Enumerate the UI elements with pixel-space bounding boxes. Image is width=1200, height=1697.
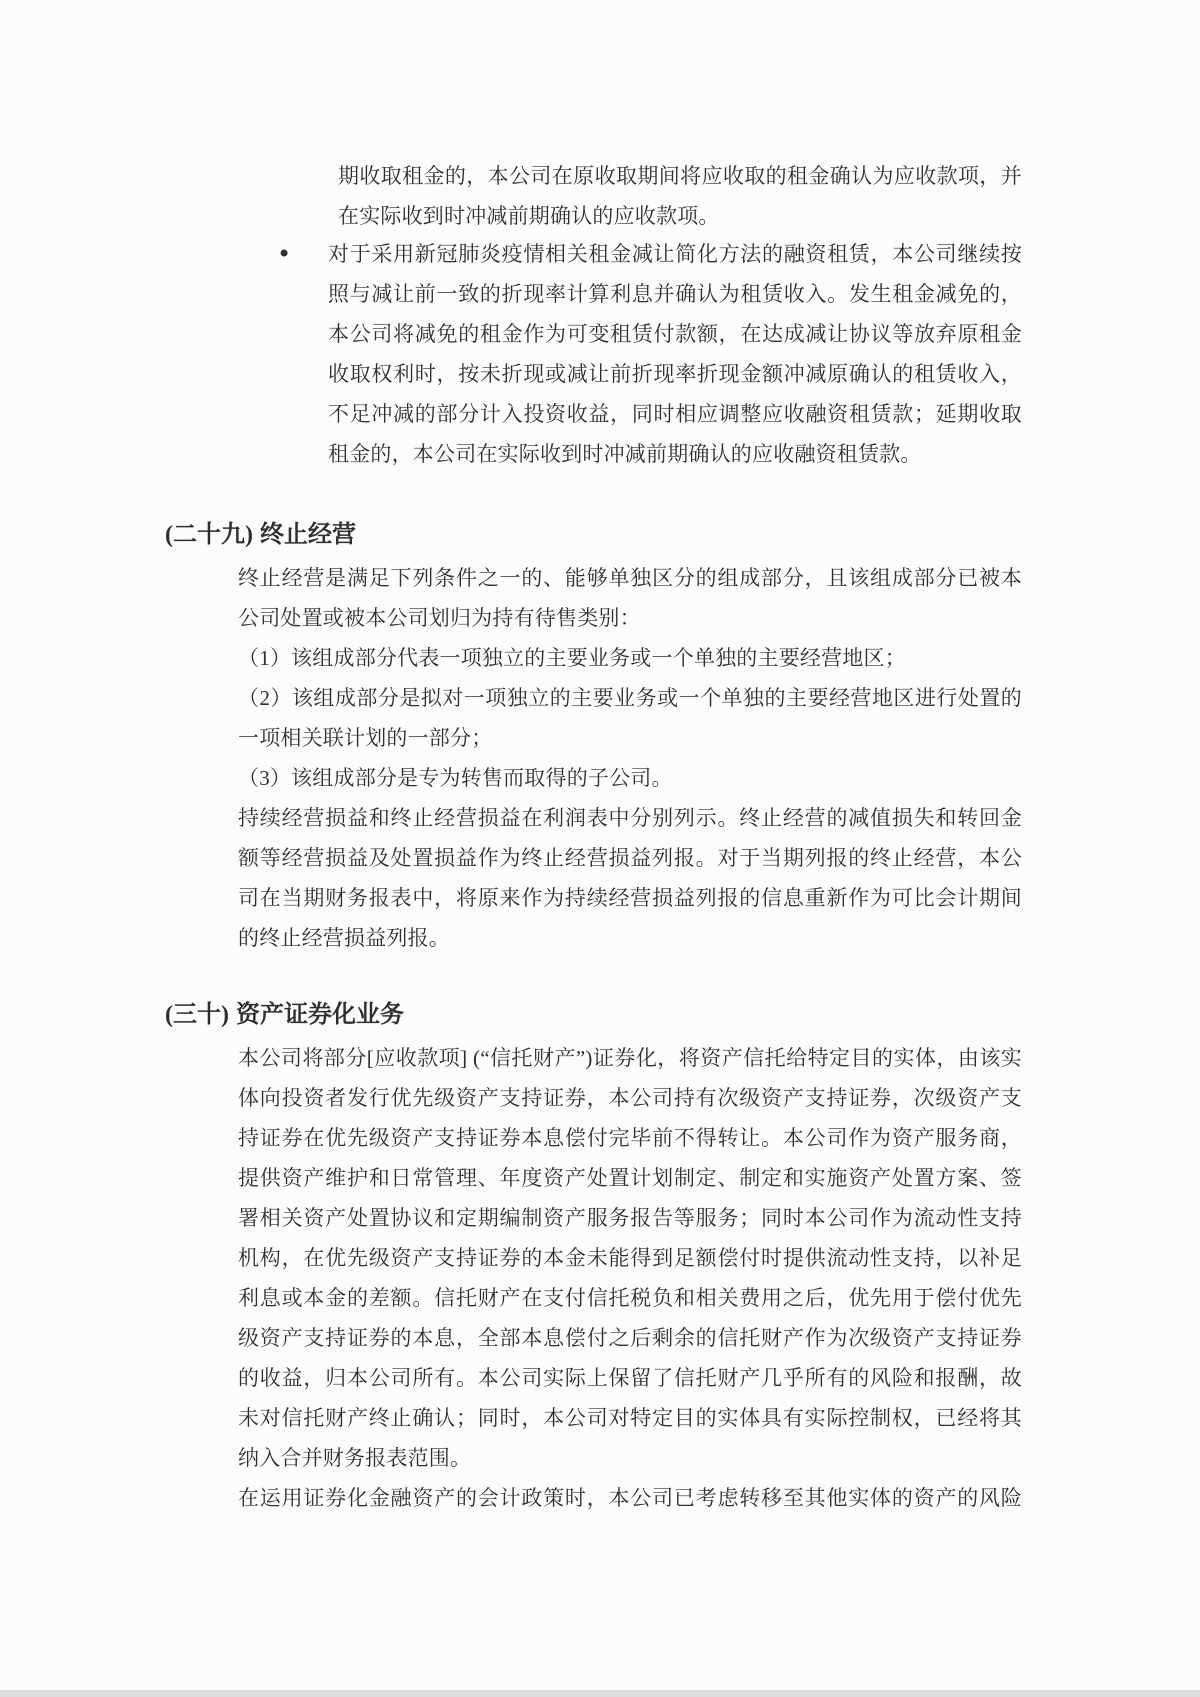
text-line: 在实际收到时冲减前期确认的应收款项。 bbox=[338, 204, 720, 228]
text-line: 的终止经营损益列报。 bbox=[238, 926, 450, 950]
bullet-icon: • bbox=[277, 240, 292, 268]
text-line: 的收益，归本公司所有。本公司实际上保留了信托财产几乎所有的风险和报酬，故 bbox=[238, 1366, 1022, 1390]
section-number: (三十) bbox=[165, 1002, 229, 1028]
section-heading-30 bbox=[165, 1000, 404, 1030]
text-line: 未对信托财产终止确认；同时，本公司对特定目的实体具有实际控制权，已经将其 bbox=[238, 1406, 1022, 1430]
text-line: 收取权利时，按未折现或减让前折现率折现金额冲减原确认的租赁收入， bbox=[328, 362, 1022, 386]
text-line: 持证券在优先级资产支持证券本息偿付完毕前不得转让。本公司作为资产服务商， bbox=[238, 1126, 1022, 1150]
section-heading-29 bbox=[165, 520, 356, 550]
text-line: 机构，在优先级资产支持证券的本金未能得到足额偿付时提供流动性支持，以补足 bbox=[238, 1246, 1022, 1270]
page-bottom-edge bbox=[0, 1690, 1200, 1697]
text-line: 照与减让前一致的折现率计算利息并确认为租赁收入。发生租金减免的， bbox=[328, 282, 1022, 306]
intro-paragraph bbox=[338, 156, 1022, 236]
text-line: 租金的，本公司在实际收到时冲减前期确认的应收融资租赁款。 bbox=[328, 442, 922, 466]
section-body-30 bbox=[238, 1038, 1022, 1518]
section-body-29 bbox=[238, 558, 1022, 958]
section-title: 终止经营 bbox=[259, 522, 356, 548]
text-line: 提供资产维护和日常管理、年度资产处置计划制定、制定和实施资产处置方案、签 bbox=[238, 1166, 1022, 1190]
text-line: 纳入合并财务报表范围。 bbox=[238, 1446, 472, 1470]
text-line: 公司处置或被本公司划归为持有待售类别： bbox=[238, 606, 641, 630]
section-number: (二十九) bbox=[165, 522, 253, 548]
text-line: 利息或本金的差额。信托财产在支付信托税负和相关费用之后，优先用于偿付优先 bbox=[238, 1286, 1022, 1310]
text-line: 署相关资产处置协议和定期编制资产服务报告等服务；同时本公司作为流动性支持 bbox=[238, 1206, 1022, 1230]
text-line: 本公司将部分[应收款项] (“信托财产”)证券化，将资产信托给特定目的实体，由该实 bbox=[238, 1046, 1022, 1070]
text-line: （3）该组成部分是专为转售而取得的子公司。 bbox=[238, 766, 673, 790]
text-line: 在运用证券化金融资产的会计政策时，本公司已考虑转移至其他实体的资产的风险 bbox=[238, 1486, 1022, 1510]
text-line: 司在当期财务报表中，将原来作为持续经营损益列报的信息重新作为可比会计期间 bbox=[238, 886, 1022, 910]
text-line: 一项相关联计划的一部分； bbox=[238, 726, 493, 750]
text-line: 本公司将减免的租金作为可变租赁付款额，在达成减让协议等放弃原租金 bbox=[328, 322, 1022, 346]
text-line: 对于采用新冠肺炎疫情相关租金减让简化方法的融资租赁，本公司继续按 bbox=[328, 242, 1022, 266]
section-title: 资产证券化业务 bbox=[235, 1002, 404, 1028]
text-line: 额等经营损益及处置损益作为终止经营损益列报。对于当期列报的终止经营，本公 bbox=[238, 846, 1022, 870]
text-line: 不足冲减的部分计入投资收益，同时相应调整应收融资租赁款；延期收取 bbox=[328, 402, 1022, 426]
text-line: 持续经营损益和终止经营损益在利润表中分别列示。终止经营的减值损失和转回金 bbox=[238, 806, 1022, 830]
text-line: 终止经营是满足下列条件之一的、能够单独区分的组成部分，且该组成部分已被本 bbox=[238, 566, 1022, 590]
text-line: （2）该组成部分是拟对一项独立的主要业务或一个单独的主要经营地区进行处置的 bbox=[238, 686, 1022, 710]
text-line: 级资产支持证券的本息，全部本息偿付之后剩余的信托财产作为次级资产支持证券 bbox=[238, 1326, 1022, 1350]
text-line: 体向投资者发行优先级资产支持证券，本公司持有次级资产支持证券，次级资产支 bbox=[238, 1086, 1022, 1110]
text-line: （1）该组成部分代表一项独立的主要业务或一个单独的主要经营地区； bbox=[238, 646, 906, 670]
bullet-item bbox=[328, 234, 1022, 474]
text-line: 期收取租金的，本公司在原收取期间将应收取的租金确认为应收款项，并 bbox=[338, 164, 1022, 188]
